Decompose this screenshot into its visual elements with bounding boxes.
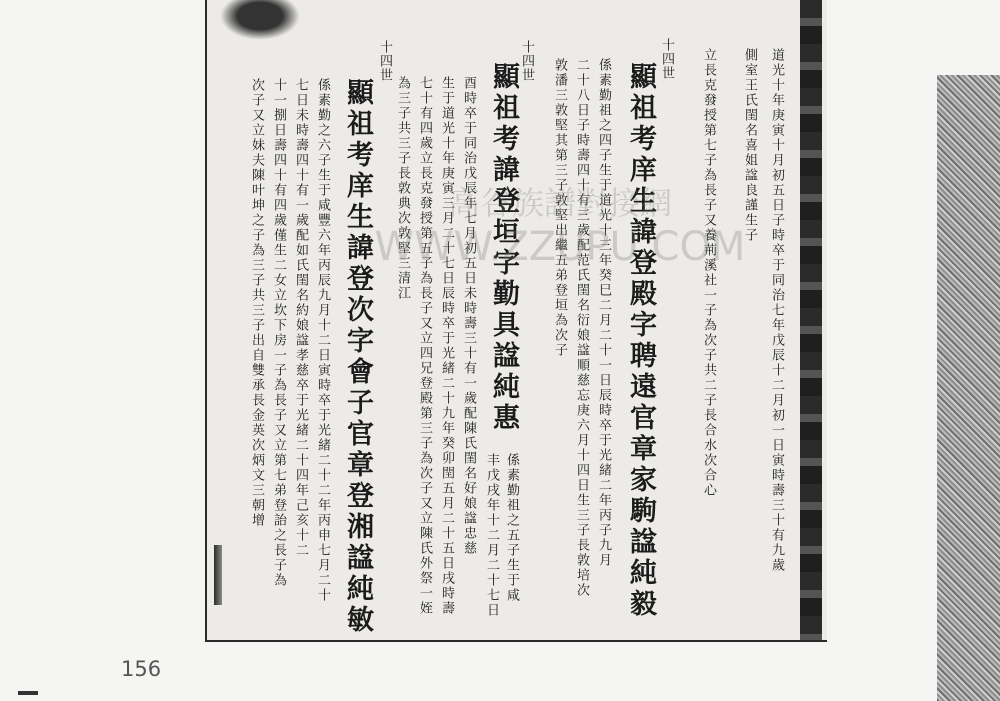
- text-column-3: 立長克發授第七子為長子又養荊溪社一子為次子共二子長合水次合心: [701, 48, 716, 498]
- text-column-6: 係素勤祖之四子生于道光十三年癸巳二月二十一日辰時卒于光緒二年丙子九月: [596, 58, 611, 568]
- scan-shadow: [220, 0, 300, 40]
- text-column-12: 丰戊戌年十二月二十七日: [484, 453, 499, 618]
- text-column-19: 係素勤之六子生于咸豐六年丙辰九月十二日寅時卒于光緒二十二年丙申七月二十: [315, 78, 330, 603]
- page-number: 156: [121, 657, 162, 681]
- ancestor-title-3: 顯祖考庠生諱登次字會子官章登湘諡純敏: [342, 78, 373, 636]
- svg-text:WWW.ZZUPU.COM: WWW.ZZUPU.COM: [374, 224, 746, 270]
- text-column-14: 生于道光十年庚寅三月二十七日辰時卒于光緒二十九年癸卯閏五月二十五日戌時壽: [439, 76, 454, 616]
- text-column-2: 側室王氏閨名喜姐諡良謹生子: [742, 48, 757, 243]
- text-column-16: 為三子共三子長敦典次敦堅三清江: [395, 76, 410, 301]
- text-column-20: 七日未時壽四十有一歲配如氏閨名約娘諡孝慈卒于光緒二十四年己亥十二: [293, 78, 308, 558]
- text-column-21: 十一捌日壽四十有四歲僅生二女立坎下房一子為長子又立第七弟登詒之長子為: [271, 78, 286, 588]
- text-column-22: 次子又立妹夫陳叶坤之子為三子共三子出自雙承長金英次炳文三朝增: [249, 78, 264, 528]
- ancestor-title-2: 顯祖考諱登垣字勤具諡純惠: [488, 62, 519, 434]
- generation-label-2: 十四世: [519, 40, 534, 82]
- generation-label-1: 十四世: [659, 38, 674, 80]
- adjacent-page-texture: [937, 75, 1000, 701]
- text-column-13: 酉時卒于同治戊辰年七月初五日未時壽三十有一歲配陳氏閨名好娘諡忠慈: [461, 76, 476, 556]
- text-column-1: 道光十年庚寅十月初五日子時卒于同治七年戊辰十二月初一日寅時壽三十有九歲: [769, 48, 784, 573]
- text-column-7: 二十八日子時壽四十有三歲配范氏閨名衍娘諡順慈忘庚六月十四日生三子長敦培次: [574, 58, 589, 598]
- svg-text:高谷族譜對接網: 高谷族譜對接網: [447, 184, 673, 222]
- text-column-11: 係素勤祖之五子生于咸: [504, 453, 519, 603]
- text-column-8: 敦潘三敦堅其第三子敦堅出繼五弟登垣為次子: [552, 58, 567, 358]
- bottom-mark: [18, 691, 38, 695]
- scan-scratch: [214, 545, 222, 605]
- text-column-15: 七十有四歲立長克發授第五子為長子又立四兄登殿第三子為次子又立陳氏外祭一姪: [417, 76, 432, 616]
- ancestor-title-1: 顯祖考庠生諱登殿字聘遠官章家駒諡純毅: [625, 62, 656, 620]
- scan-dark-edge: [800, 0, 822, 640]
- generation-label-3: 十四世: [377, 40, 392, 82]
